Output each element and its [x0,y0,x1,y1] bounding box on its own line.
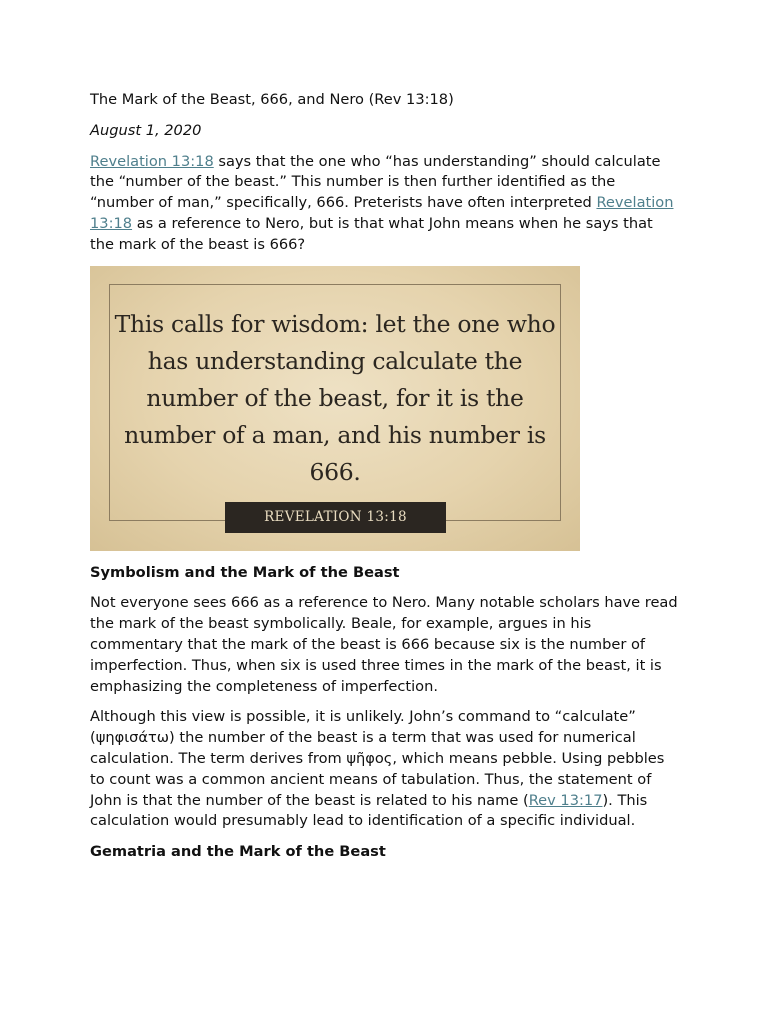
section-heading-symbolism: Symbolism and the Mark of the Beast [90,563,400,581]
para2-text-2: ). This calculation would presumably lead to identification of a specific individual. [90,791,648,830]
revelation-13-18-link-2[interactable]: Revelation 13:18 [90,194,674,232]
rev-13-17-link[interactable]: Rev 13:17 [528,791,603,809]
intro-paragraph [90,152,680,256]
para2-text-1: Although this view is possible, it is unlikely. John’s command to “calculate” (ψηφισάτω) the number of the beast is a term that was used for numerical calculation. The term derives from ψῆφος, which means pebble. Using pebbles to count was a common ancient means of tabulation. Thus, the statement of John is that the number of the beast is related to his name ( [90,708,665,809]
scripture-quote: This calls for wisdom: let the one who has understanding calculate the number of the beast, for it is the number of a man, and his number is 666. [114,309,556,486]
intro-text-2: as a reference to Nero, but is that what John means when he says that the mark of the beast is 666? [90,214,653,253]
scripture-image [90,266,580,551]
scripture-reference: REVELATION 13:18 [225,502,446,533]
revelation-13-18-link[interactable]: Revelation 13:18 [90,152,214,170]
article-title: The Mark of the Beast, 666, and Nero (Rev 13:18) [90,91,454,108]
section-heading-gematria: Gematria and the Mark of the Beast [90,843,386,861]
symbolism-paragraph-2 [90,707,680,832]
article-date: August 1, 2020 [90,121,202,139]
intro-text-1: says that the one who “has understanding” should calculate the “number of the beast.” This number is then further identified as the “number of man,” specifically, 666. Preterists have often interpreted [90,152,661,212]
symbolism-paragraph-1: Not everyone sees 666 as a reference to Nero. Many notable scholars have read the mark of the beast symbolically. Beale, for example, argues in his commentary that the mark of the beast is 666 because six is the number of imperfection. Thus, when six is used three times in the mark of the beast, it is emphasizing the completeness of imperfection. [90,594,678,695]
article [90,90,680,873]
